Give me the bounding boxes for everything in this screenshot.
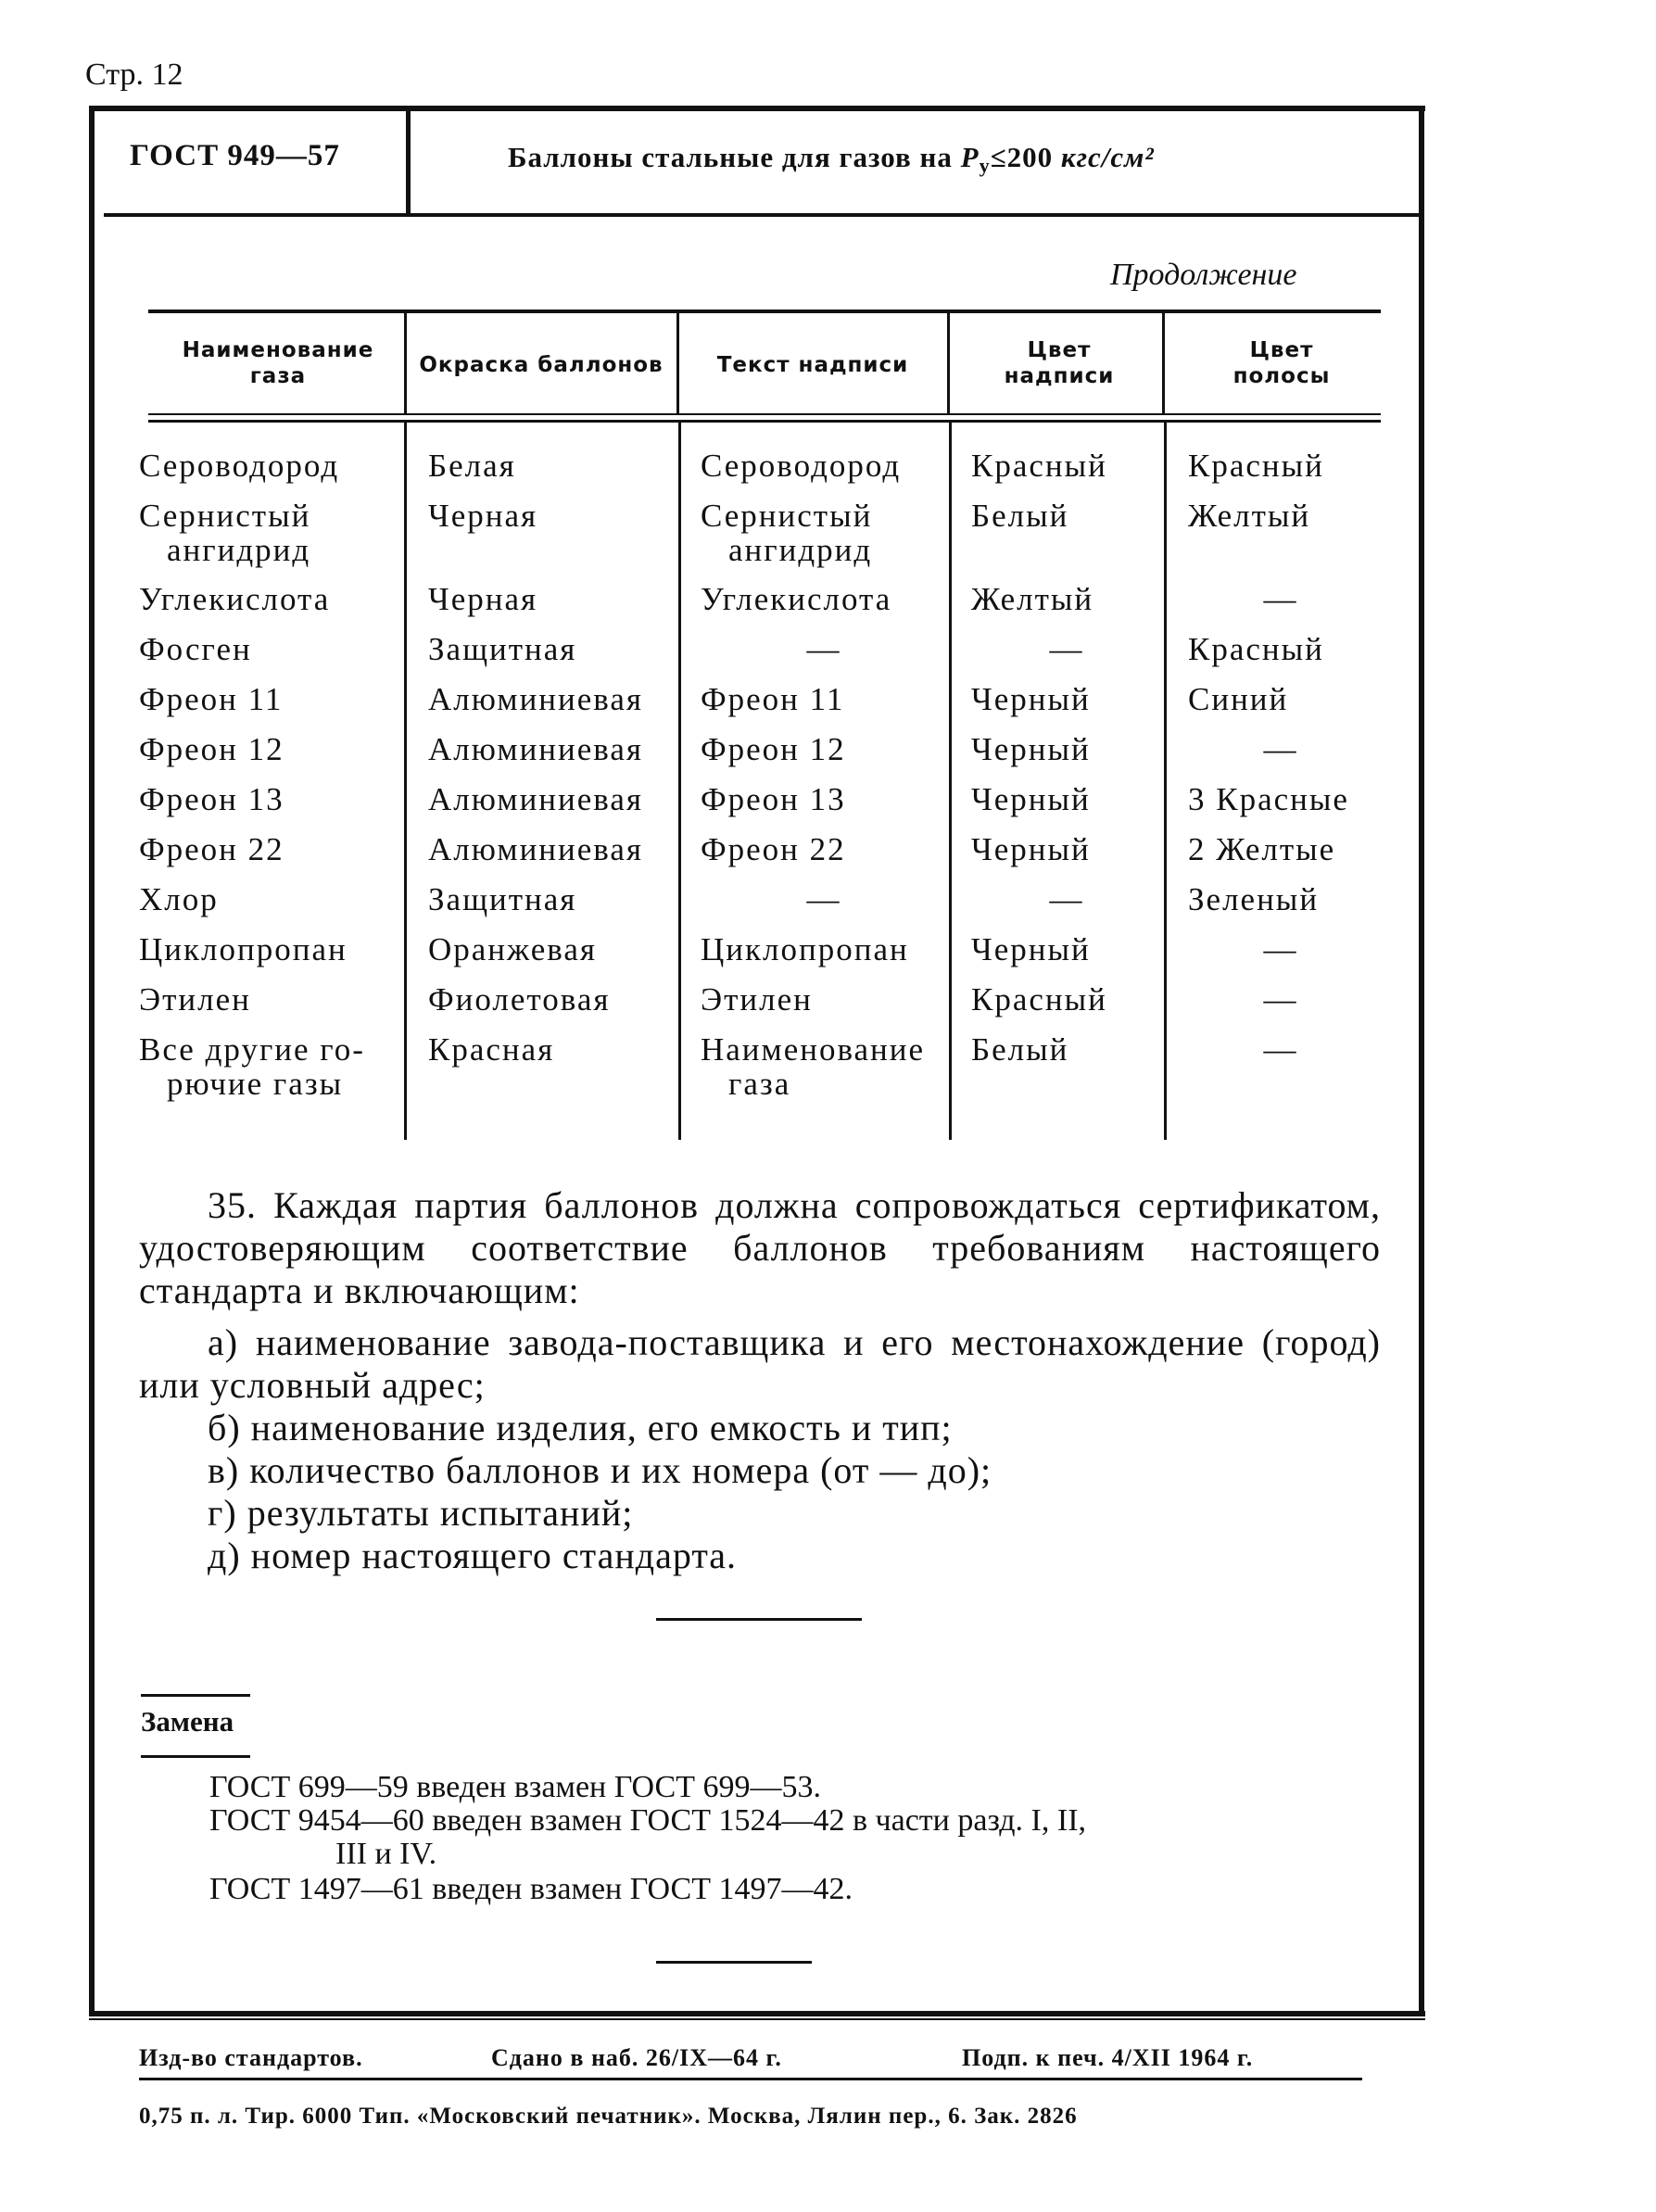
cell-line: Сернистый bbox=[701, 498, 873, 534]
cell-stripe-color: — bbox=[1263, 731, 1298, 767]
table-top-rule bbox=[148, 310, 1381, 313]
replacement-line: ГОСТ 699—59 введен взамен ГОСТ 699—53. bbox=[209, 1770, 821, 1804]
cell-inscription-color: Черный bbox=[971, 681, 1091, 717]
replacement-underline bbox=[141, 1755, 250, 1758]
cell-gas-name: Циклопропан bbox=[139, 931, 348, 967]
list-item: в) количество баллонов и их номера (от — до); bbox=[208, 1449, 992, 1491]
title-text: Баллоны стальные для газов на bbox=[508, 141, 961, 173]
table-col-divider bbox=[947, 313, 950, 413]
replacement-line: ГОСТ 1497—61 введен взамен ГОСТ 1497—42. bbox=[209, 1872, 853, 1906]
cell-stripe-color: Красный bbox=[1188, 448, 1324, 484]
cell-inscription-text: Сероводород bbox=[701, 448, 902, 484]
cell-gas-name bbox=[139, 1032, 398, 1101]
cell-inscription-color: Белый bbox=[971, 1031, 1069, 1068]
table-header-rule-double bbox=[148, 420, 1381, 423]
frame-left-border bbox=[89, 106, 95, 2016]
cell-line: рючие газы bbox=[167, 1066, 344, 1102]
list-item: б) наименование изделия, его емкость и тип; bbox=[208, 1407, 953, 1448]
cell-gas-name: Фосген bbox=[139, 631, 252, 667]
title-unit: кгс/см² bbox=[1060, 141, 1155, 173]
cell-inscription-text: — bbox=[806, 631, 841, 667]
cell-stripe-color: 2 Желтые bbox=[1188, 831, 1336, 867]
table-col-divider bbox=[404, 313, 407, 413]
header-rule bbox=[104, 213, 1420, 217]
imprint-signed: Подп. к печ. 4/XII 1964 г. bbox=[962, 2044, 1254, 2071]
cell-inscription-color: Красный bbox=[971, 981, 1107, 1018]
cell-gas-name: Хлор bbox=[139, 881, 219, 917]
cell-cylinder-color: Алюминиевая bbox=[428, 681, 643, 717]
cell-stripe-color: — bbox=[1263, 931, 1298, 967]
cell-gas-name: Фреон 12 bbox=[139, 731, 284, 767]
cell-cylinder-color: Защитная bbox=[428, 881, 577, 917]
cell-inscription-text bbox=[701, 1032, 947, 1101]
cell-stripe-color: Синий bbox=[1188, 681, 1289, 717]
cell-cylinder-color: Алюминиевая bbox=[428, 781, 643, 817]
table-col-divider bbox=[1162, 313, 1165, 413]
cell-line: Наименование bbox=[701, 1031, 926, 1068]
header-inscription-color: Цвет надписи bbox=[1004, 338, 1115, 388]
cell-cylinder-color: Красная bbox=[428, 1031, 555, 1068]
list-item: г) результаты испытаний; bbox=[208, 1492, 634, 1534]
cell-stripe-color: Зеленый bbox=[1188, 881, 1320, 917]
header-divider bbox=[406, 111, 411, 213]
cell-cylinder-color: Алюминиевая bbox=[428, 731, 643, 767]
cell-gas-name: Фреон 22 bbox=[139, 831, 284, 867]
cell-gas-name: Углекислота bbox=[139, 581, 331, 617]
table-col-divider bbox=[678, 423, 681, 1140]
cell-line: ангидрид bbox=[728, 532, 873, 568]
replacement-line: ГОСТ 9454—60 введен взамен ГОСТ 1524—42 в части разд. I, II, bbox=[209, 1803, 1087, 1838]
cell-inscription-text: Фреон 22 bbox=[701, 831, 846, 867]
table-col-divider bbox=[1164, 423, 1167, 1140]
cell-gas-name: Сероводород bbox=[139, 448, 340, 484]
cell-stripe-color: — bbox=[1263, 581, 1298, 617]
cell-inscription-color: — bbox=[1049, 881, 1084, 917]
cell-line: Сернистый bbox=[139, 498, 311, 534]
cell-inscription-text: — bbox=[806, 881, 841, 917]
cell-inscription-text: Углекислота bbox=[701, 581, 892, 617]
cell-inscription-color: Желтый bbox=[971, 581, 1094, 617]
frame-bottom-border bbox=[89, 2011, 1425, 2016]
cell-cylinder-color: Белая bbox=[428, 448, 516, 484]
frame-right-border bbox=[1419, 106, 1424, 2016]
cell-inscription-text bbox=[701, 499, 947, 567]
cell-gas-name: Этилен bbox=[139, 981, 251, 1018]
imprint-submitted: Сдано в наб. 26/IX—64 г. bbox=[491, 2044, 782, 2071]
cell-line: газа bbox=[728, 1066, 791, 1102]
cell-cylinder-color: Алюминиевая bbox=[428, 831, 643, 867]
cell-stripe-color: Красный bbox=[1188, 631, 1324, 667]
imprint-rule bbox=[139, 2078, 1362, 2080]
cell-cylinder-color: Черная bbox=[428, 498, 538, 534]
page-number: Стр. 12 bbox=[85, 57, 183, 92]
table-col-divider bbox=[949, 423, 952, 1140]
section-separator bbox=[656, 1618, 862, 1621]
table-col-divider bbox=[404, 423, 407, 1140]
cell-stripe-color: — bbox=[1263, 981, 1298, 1018]
header-stripe-color: Цвет полосы bbox=[1233, 338, 1331, 388]
imprint-publisher: Изд-во стандартов. bbox=[139, 2044, 363, 2071]
cell-cylinder-color: Защитная bbox=[428, 631, 577, 667]
header-inscription-text: Текст надписи bbox=[716, 353, 909, 377]
section-separator bbox=[656, 1961, 812, 1964]
cell-cylinder-color: Оранжевая bbox=[428, 931, 597, 967]
cell-inscription-color: Белый bbox=[971, 498, 1069, 534]
header-cylinder-color: Окраска баллонов bbox=[419, 353, 664, 377]
document-title bbox=[508, 141, 1155, 178]
paragraph-35: 35. Каждая партия баллонов должна сопровождаться сертификатом, удостоверяющим соответствие баллонов требованиям настоящего стандарта и включающим: bbox=[139, 1184, 1381, 1311]
table-col-divider bbox=[676, 313, 679, 413]
replacement-overline bbox=[141, 1694, 250, 1697]
cell-line: ангидрид bbox=[167, 532, 311, 568]
cell-cylinder-color: Фиолетовая bbox=[428, 981, 611, 1018]
cell-inscription-color: Черный bbox=[971, 831, 1091, 867]
cell-inscription-text: Фреон 13 bbox=[701, 781, 846, 817]
table-header-rule bbox=[148, 413, 1381, 415]
cell-inscription-color: — bbox=[1049, 631, 1084, 667]
cell-inscription-color: Красный bbox=[971, 448, 1107, 484]
replacement-line: III и IV. bbox=[335, 1837, 437, 1871]
cell-gas-name bbox=[139, 499, 398, 567]
continuation-label: Продолжение bbox=[1110, 258, 1297, 292]
replacement-heading: Замена bbox=[141, 1705, 234, 1738]
cell-stripe-color: 3 Красные bbox=[1188, 781, 1349, 817]
cell-line: Все другие го- bbox=[139, 1031, 365, 1068]
cell-inscription-text: Фреон 12 bbox=[701, 731, 846, 767]
cell-inscription-text: Этилен bbox=[701, 981, 813, 1018]
title-symbol: P bbox=[960, 141, 980, 173]
frame-bottom-border-thin bbox=[89, 2018, 1425, 2020]
frame-top-border bbox=[89, 106, 1425, 111]
list-item: д) номер настоящего стандарта. bbox=[208, 1535, 738, 1576]
standard-code: ГОСТ 949—57 bbox=[130, 139, 340, 172]
title-value: ≤200 bbox=[990, 141, 1061, 173]
cell-inscription-color: Черный bbox=[971, 781, 1091, 817]
title-subscript: у bbox=[979, 154, 991, 177]
cell-stripe-color: Желтый bbox=[1188, 498, 1311, 534]
list-item: а) наименование завода-поставщика и его местонахождение (город) или условный адрес; bbox=[139, 1321, 1381, 1406]
cell-inscription-color: Черный bbox=[971, 731, 1091, 767]
cell-gas-name: Фреон 13 bbox=[139, 781, 284, 817]
cell-gas-name: Фреон 11 bbox=[139, 681, 284, 717]
cell-inscription-color: Черный bbox=[971, 931, 1091, 967]
cell-inscription-text: Циклопропан bbox=[701, 931, 909, 967]
imprint-details: 0,75 п. л. Тир. 6000 Тип. «Московский печатник». Москва, Лялин пер., 6. Зак. 2826 bbox=[139, 2104, 1078, 2129]
cell-cylinder-color: Черная bbox=[428, 581, 538, 617]
header-gas-name: Наименование газа bbox=[182, 338, 374, 388]
cell-stripe-color: — bbox=[1263, 1031, 1298, 1068]
cell-inscription-text: Фреон 11 bbox=[701, 681, 845, 717]
